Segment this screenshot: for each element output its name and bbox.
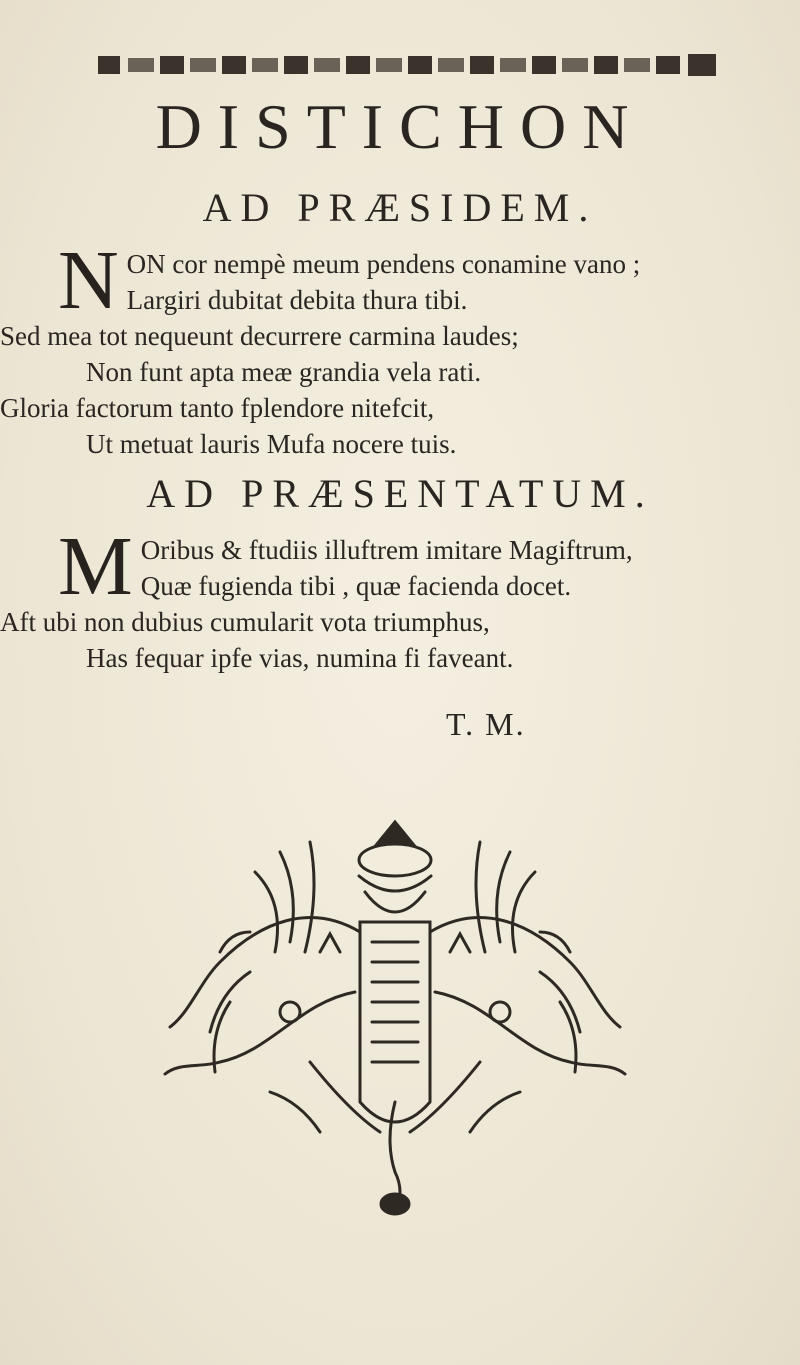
ornament-band-icon: [98, 48, 718, 82]
verse-line: Aft ubi non dubius cumularit vota triumphus,: [0, 607, 490, 637]
page-title: DISTICHON: [155, 91, 645, 162]
verse-line: ON cor nempè meum pendens conamine vano ;: [126, 249, 641, 279]
verse-line: Largiri dubitat debita thura tibi.: [126, 285, 468, 315]
floral-urn-vignette-icon: [160, 812, 630, 1232]
verse-line: Non funt apta meæ grandia vela rati.: [86, 357, 482, 387]
verse-line: Sed mea tot nequeunt decurrere carmina laudes;: [0, 321, 519, 351]
section-heading-praesentatum: AD PRÆSENTATUM.: [146, 471, 654, 516]
section-heading-praesidem: AD PRÆSIDEM.: [202, 185, 598, 230]
verse-line: Gloria factorum tanto fplendore nitefcit,: [0, 393, 435, 423]
verse-line: Ut metuat lauris Mufa nocere tuis.: [86, 429, 457, 459]
verse-line: Has fequar ipfe vias, numina fi faveant.: [86, 643, 514, 673]
dropcap-m: M: [58, 520, 133, 613]
verse-line: Quæ fugienda tibi , quæ facienda docet.: [140, 571, 572, 601]
dropcap-n: N: [58, 234, 119, 327]
verse-line: Oribus & ftudiis illuftrem imitare Magiftrum,: [140, 535, 633, 565]
poem-praesentatum: [0, 520, 762, 676]
signature: T. M.: [446, 706, 526, 742]
poem-praesidem: [0, 234, 762, 462]
